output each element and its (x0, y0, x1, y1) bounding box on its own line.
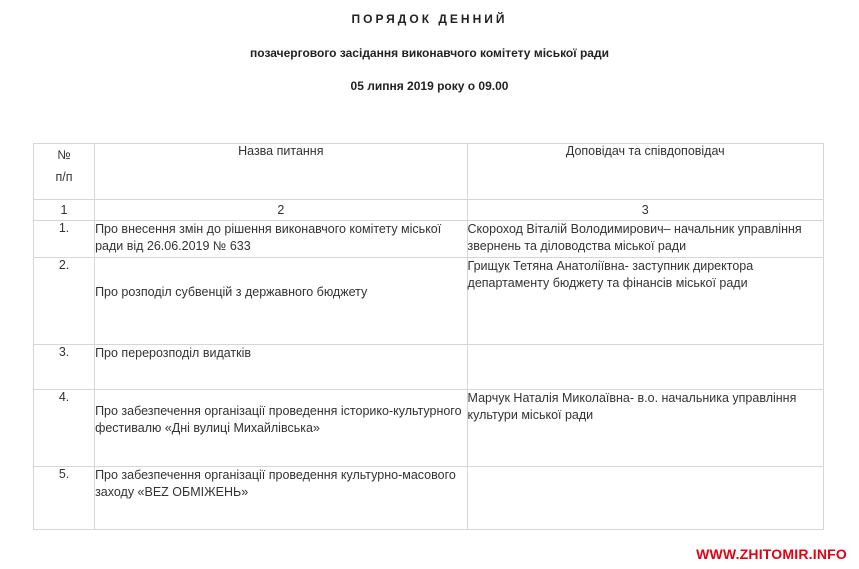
column-number: 3 (467, 200, 823, 221)
header-number-abbrev: п/п (55, 170, 73, 184)
table-row (34, 221, 824, 258)
row-number: 1. (34, 221, 95, 258)
header-speaker: Доповідач та співдоповідач (467, 144, 823, 200)
row-topic: Про перерозподіл видатків (95, 345, 467, 390)
column-number-row (34, 200, 824, 221)
agenda-table (33, 143, 824, 530)
document-title: ПОРЯДОК ДЕННИЙ (351, 12, 508, 26)
row-speaker (467, 467, 823, 530)
row-topic: Про внесення змін до рішення виконавчого комітету міської ради від 26.06.2019 № 633 (95, 221, 467, 258)
row-topic: Про розподіл субвенцій з державного бюджету (95, 258, 467, 345)
header-number-symbol: № (57, 148, 71, 162)
row-speaker (467, 345, 823, 390)
row-speaker: Скороход Віталій Володимирович– начальник управління звернень та діловодства міської ради (467, 221, 823, 258)
document-subtitle: позачергового засідання виконавчого комітету міської ради (250, 46, 609, 60)
column-number: 1 (34, 200, 95, 221)
row-number: 4. (34, 390, 95, 467)
site-watermark: WWW.ZHITOMIR.INFO (696, 546, 847, 562)
column-number: 2 (95, 200, 467, 221)
row-number: 2. (34, 258, 95, 345)
meeting-date: 05 липня 2019 року о 09.00 (350, 79, 509, 93)
table-header-row (34, 144, 824, 200)
table-row (34, 345, 824, 390)
row-topic: Про забезпечення організації проведення історико-культурного фестивалю «Дні вулиці Михайлівська» (95, 390, 467, 467)
row-speaker: Марчук Наталія Миколаївна- в.о. начальника управління культури міської ради (467, 390, 823, 467)
row-number: 5. (34, 467, 95, 530)
header-topic: Назва питання (95, 144, 467, 200)
row-topic: Про забезпечення організації проведення культурно-масового заходу «BEZ ОБМІЖЕНЬ» (95, 467, 467, 530)
header-number (34, 144, 95, 200)
row-number: 3. (34, 345, 95, 390)
table-row (34, 390, 824, 467)
table-row (34, 258, 824, 345)
table-row (34, 467, 824, 530)
row-speaker: Грищук Тетяна Анатоліївна- заступник директора департаменту бюджету та фінансів міської ради (467, 258, 823, 345)
